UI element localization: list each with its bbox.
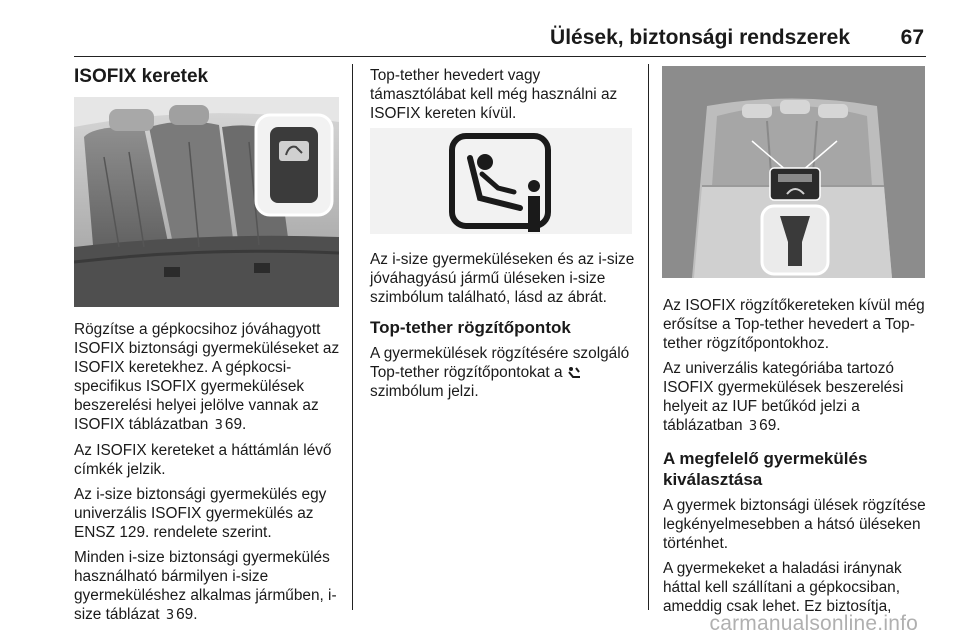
trunk-illustration (662, 66, 925, 278)
paragraph: Az i-size biztonsági gyermekülés egy univerzális ISOFIX gyermekülés az ENSZ 129. rendelete szerint. (74, 486, 327, 541)
page-header-title: Ülések, biztonsági rendszerek (550, 26, 850, 49)
page-reference-icon: 3 (214, 418, 223, 433)
watermark: carmanualsonline.info (709, 612, 918, 635)
page-reference[interactable]: 69. (176, 606, 198, 623)
column-divider-2 (648, 64, 649, 610)
figure-trunk-top-tether (662, 66, 925, 278)
page-reference-icon: 3 (748, 419, 758, 434)
figure-rear-seat-isofix (74, 97, 339, 307)
page-reference[interactable]: 69. (224, 416, 247, 433)
section-heading-isofix: ISOFIX keretek (74, 66, 209, 87)
column-1-body (74, 320, 344, 631)
column-2-body (370, 250, 635, 407)
paragraph: Az i-size gyermeküléseken és az i-size jóváhagyású jármű üléseken i-size szimbólum található, lásd az ábrát. (370, 251, 635, 306)
paragraph: Az ISOFIX rögzítőkereteken kívül még erősítse a Top-tether hevedert a Top-tether rögzítőpontokhoz. (663, 297, 925, 352)
paragraph: Az univerzális kategóriába tartozó ISOFIX gyermekülések beszerelési helyeit az IUF betűkód jelzi a táblázatban 3 69. (663, 360, 904, 434)
paragraph: Top-tether hevedert vagy támasztólábat kell még használni az ISOFIX kereten kívül. (370, 67, 618, 122)
figure-i-size-symbol (370, 128, 632, 234)
rear-seat-illustration (74, 97, 339, 307)
paragraph: Minden i-size biztonsági gyermekülés használható bármilyen i-size gyermeküléshez alkalmas járműben, i-size táblázat 3 69. (74, 549, 337, 623)
column-divider-1 (352, 64, 353, 610)
paragraph: A gyermekülések rögzítésére szolgáló Top-tether rögzítőpontokat a szimbólum jelzi. (370, 345, 630, 400)
column-1 (74, 66, 344, 88)
section-heading-top-tether: Top-tether rögzítőpontok (370, 318, 571, 337)
column-2-top (370, 66, 635, 129)
header-rule (74, 56, 926, 57)
paragraph: A gyermekeket a haladási iránynak háttal kell szállítani a gépkocsiban, ameddig csak lehet. Ez biztosítja, (663, 560, 902, 615)
section-heading-child-seat-selection: A megfelelő gyermekülés kiválasztása (663, 449, 868, 489)
page-reference[interactable]: 69. (759, 417, 781, 434)
page-number: 67 (900, 26, 924, 49)
paragraph: A gyermek biztonsági ülések rögzítése legkényelmesebben a hátsó üléseken történhet. (663, 497, 926, 552)
i-size-icon (370, 128, 632, 234)
column-3-body (663, 296, 928, 622)
paragraph: Rögzítse a gépkocsihoz jóváhagyott ISOFIX biztonsági gyermeküléseket az ISOFIX keretekhez. A gépkocsi-specifikus ISOFIX gyermekülések beszerelési helyei jelölve vannak az ISOFIX táblázatban 3 69. (74, 321, 340, 433)
paragraph: Az ISOFIX kereteket a háttámlán lévő címkék jelzik. (74, 442, 332, 478)
page-reference-icon: 3 (165, 608, 175, 623)
top-tether-symbol-icon (567, 364, 581, 376)
